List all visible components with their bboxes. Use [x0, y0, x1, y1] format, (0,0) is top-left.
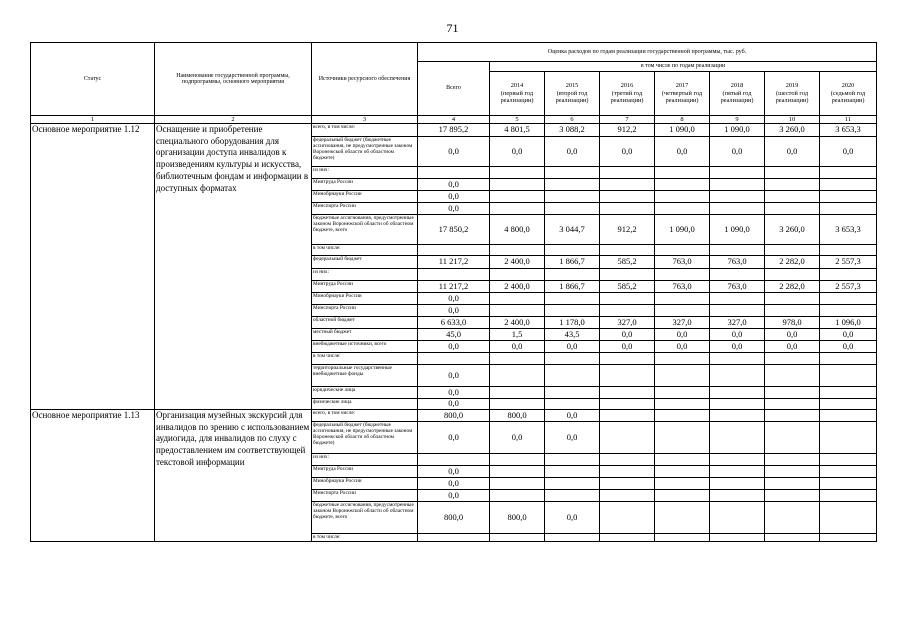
value-year: [600, 399, 655, 410]
header-year-label: 2014: [510, 81, 524, 89]
header-year-sub: (пятый год реализации): [720, 89, 754, 105]
column-number: 8: [655, 116, 710, 124]
value-year: 3 088,2: [545, 124, 600, 137]
source-cell: областной бюджет: [312, 317, 418, 329]
value-year: [765, 490, 820, 502]
value-year: [765, 534, 820, 542]
value-year: 1 096,0: [820, 317, 877, 329]
value-total: 45,0: [418, 329, 490, 341]
value-year: [765, 399, 820, 410]
block-name: Оснащение и приобретение специального оборудования для организации доступа инвалидов к произведениям культуры и искусства, библиотечным фондам и информации в доступных форматах: [155, 124, 312, 410]
value-year: [710, 179, 765, 191]
value-year: [600, 534, 655, 542]
value-year: [765, 293, 820, 305]
value-year: 2 400,0: [490, 256, 545, 269]
value-total: 11 217,2: [418, 281, 490, 293]
value-year: [490, 387, 545, 399]
value-year: [545, 478, 600, 490]
value-year: 0,0: [545, 422, 600, 454]
value-year: [600, 245, 655, 256]
value-year: [600, 269, 655, 281]
value-year: [820, 305, 877, 317]
value-year: [545, 466, 600, 478]
value-year: 1 866,7: [545, 281, 600, 293]
value-year: [600, 305, 655, 317]
value-year: [600, 191, 655, 203]
header-total: Всего: [418, 62, 490, 116]
value-year: 1,5: [490, 329, 545, 341]
header-year-2015: [545, 72, 600, 116]
value-year: [820, 387, 877, 399]
value-year: [490, 534, 545, 542]
value-year: [710, 466, 765, 478]
value-year: 0,0: [545, 410, 600, 422]
value-year: [545, 454, 600, 466]
value-year: [710, 269, 765, 281]
source-cell: из них:: [312, 454, 418, 466]
source-cell: местный бюджет: [312, 329, 418, 341]
source-cell: внебюджетные источники, всего: [312, 341, 418, 353]
value-year: 0,0: [655, 137, 710, 167]
value-year: [710, 365, 765, 387]
source-cell: федеральный бюджет (бюджетные ассигнования, не предусмотренные законом Воронежской области об областном бюджете): [312, 422, 418, 454]
value-year: [655, 353, 710, 365]
header-by-years: в том числе по годам реализации: [490, 62, 877, 72]
column-number: 3: [312, 116, 418, 124]
value-year: [820, 490, 877, 502]
value-total: 800,0: [418, 502, 490, 534]
value-year: 2 282,0: [765, 256, 820, 269]
budget-table: [30, 42, 877, 542]
value-year: [765, 245, 820, 256]
value-year: [765, 466, 820, 478]
value-total: 0,0: [418, 341, 490, 353]
value-year: 2 282,0: [765, 281, 820, 293]
source-cell: федеральный бюджет: [312, 256, 418, 269]
value-total: 0,0: [418, 422, 490, 454]
value-year: 0,0: [490, 137, 545, 167]
value-year: 0,0: [820, 329, 877, 341]
value-year: 0,0: [710, 341, 765, 353]
value-year: [820, 269, 877, 281]
value-year: [545, 353, 600, 365]
value-year: [710, 305, 765, 317]
page-number: 71: [446, 21, 459, 35]
value-year: 800,0: [490, 410, 545, 422]
value-year: [820, 454, 877, 466]
value-year: [490, 269, 545, 281]
value-total: 6 633,0: [418, 317, 490, 329]
value-year: [820, 410, 877, 422]
column-number: 2: [155, 116, 312, 124]
value-year: 0,0: [545, 502, 600, 534]
value-total: 0,0: [418, 203, 490, 215]
value-year: 3 653,3: [820, 124, 877, 137]
source-cell: Минобрнауки России: [312, 293, 418, 305]
value-year: [765, 365, 820, 387]
column-number: 11: [820, 116, 877, 124]
value-year: 3 260,0: [765, 124, 820, 137]
value-year: [545, 534, 600, 542]
value-total: 17 850,2: [418, 215, 490, 245]
value-year: [655, 191, 710, 203]
value-year: [765, 167, 820, 179]
value-year: [545, 203, 600, 215]
value-year: [655, 167, 710, 179]
source-cell: Минтруда России: [312, 466, 418, 478]
value-year: [545, 191, 600, 203]
value-year: [655, 269, 710, 281]
value-year: 0,0: [545, 341, 600, 353]
value-year: [820, 179, 877, 191]
value-total: 800,0: [418, 410, 490, 422]
header-year-2016: [600, 72, 655, 116]
value-year: [600, 502, 655, 534]
value-year: 1 090,0: [655, 124, 710, 137]
value-year: 0,0: [490, 341, 545, 353]
value-year: 2 557,3: [820, 256, 877, 269]
value-year: [765, 387, 820, 399]
value-year: [710, 167, 765, 179]
value-year: [545, 305, 600, 317]
value-year: 0,0: [820, 341, 877, 353]
value-total: 0,0: [418, 191, 490, 203]
value-year: 327,0: [600, 317, 655, 329]
value-year: 43,5: [545, 329, 600, 341]
value-year: [820, 203, 877, 215]
value-year: [820, 466, 877, 478]
value-year: [710, 293, 765, 305]
value-year: 0,0: [710, 329, 765, 341]
value-year: 4 801,5: [490, 124, 545, 137]
value-year: [765, 454, 820, 466]
value-year: [490, 167, 545, 179]
source-cell: Минобрнауки России: [312, 478, 418, 490]
column-number: 10: [765, 116, 820, 124]
value-year: 0,0: [710, 137, 765, 167]
header-year-sub: (второй год реализации): [555, 89, 589, 105]
value-year: [545, 365, 600, 387]
value-total: 0,0: [418, 399, 490, 410]
value-year: 763,0: [710, 256, 765, 269]
value-year: 0,0: [655, 329, 710, 341]
value-year: [600, 353, 655, 365]
value-year: [655, 534, 710, 542]
value-year: [710, 502, 765, 534]
source-cell: федеральный бюджет (бюджетные ассигнования, не предусмотренные законом Воронежской области об областном бюджете): [312, 137, 418, 167]
value-total: 0,0: [418, 179, 490, 191]
value-year: [765, 269, 820, 281]
value-year: 0,0: [765, 137, 820, 167]
source-cell: в том числе:: [312, 245, 418, 256]
source-cell: Минобрнауки России: [312, 191, 418, 203]
value-year: [765, 191, 820, 203]
value-year: 585,2: [600, 256, 655, 269]
header-year-sub: (первый год реализации): [500, 89, 534, 105]
value-year: [820, 167, 877, 179]
value-year: 4 800,0: [490, 215, 545, 245]
value-year: [710, 353, 765, 365]
value-year: [545, 179, 600, 191]
header-year-label: 2015: [565, 81, 579, 89]
value-year: [600, 203, 655, 215]
value-year: [490, 454, 545, 466]
block-status: Основное мероприятие 1.13: [31, 410, 155, 542]
value-year: [490, 203, 545, 215]
value-total: 0,0: [418, 490, 490, 502]
value-year: 763,0: [710, 281, 765, 293]
value-year: 0,0: [765, 341, 820, 353]
value-year: [545, 167, 600, 179]
source-cell: бюджетные ассигнования, предусмотренные законом Воронежской области об областном бюджете, всего: [312, 215, 418, 245]
header-status: Статус: [31, 43, 155, 116]
value-year: [490, 191, 545, 203]
value-year: [710, 399, 765, 410]
value-year: [820, 422, 877, 454]
value-year: [820, 399, 877, 410]
value-year: [655, 502, 710, 534]
header-year-label: 2020: [841, 81, 855, 89]
source-cell: Минспорта России: [312, 490, 418, 502]
value-total: [418, 454, 490, 466]
block-status: Основное мероприятие 1.12: [31, 124, 155, 410]
header-year-2018: [710, 72, 765, 116]
value-year: [490, 179, 545, 191]
value-year: 1 090,0: [710, 124, 765, 137]
value-year: [490, 399, 545, 410]
value-year: [820, 293, 877, 305]
source-cell: в том числе:: [312, 534, 418, 542]
value-year: 0,0: [600, 329, 655, 341]
value-year: [490, 478, 545, 490]
value-year: 585,2: [600, 281, 655, 293]
value-total: [418, 269, 490, 281]
value-total: [418, 167, 490, 179]
source-cell: из них:: [312, 269, 418, 281]
value-year: [765, 410, 820, 422]
value-total: [418, 353, 490, 365]
value-year: [490, 466, 545, 478]
value-year: 0,0: [820, 137, 877, 167]
value-year: 1 090,0: [655, 215, 710, 245]
value-year: [820, 478, 877, 490]
header-estimate: Оценка расходов по годам реализации государственной программы, тыс. руб.: [418, 43, 877, 62]
value-year: [545, 387, 600, 399]
value-year: 2 557,3: [820, 281, 877, 293]
value-year: [600, 167, 655, 179]
value-year: 912,2: [600, 215, 655, 245]
value-year: [710, 478, 765, 490]
column-number: 9: [710, 116, 765, 124]
header-year-label: 2016: [620, 81, 634, 89]
value-year: 0,0: [765, 329, 820, 341]
value-year: [545, 269, 600, 281]
header-year-2019: [765, 72, 820, 116]
value-year: [820, 245, 877, 256]
source-cell: из них:: [312, 167, 418, 179]
value-year: [710, 454, 765, 466]
source-cell: физические лица: [312, 399, 418, 410]
value-total: 0,0: [418, 293, 490, 305]
value-total: 11 217,2: [418, 256, 490, 269]
value-year: [600, 293, 655, 305]
value-year: [490, 365, 545, 387]
value-year: [655, 478, 710, 490]
value-year: 3 653,3: [820, 215, 877, 245]
value-year: 2 400,0: [490, 317, 545, 329]
value-year: 763,0: [655, 256, 710, 269]
value-year: [710, 203, 765, 215]
value-year: [600, 490, 655, 502]
table-row: [31, 410, 877, 422]
source-cell: Минтруда России: [312, 281, 418, 293]
value-year: [655, 399, 710, 410]
value-year: [655, 410, 710, 422]
value-total: 0,0: [418, 137, 490, 167]
source-cell: территориальные государственные внебюджетные фонды: [312, 365, 418, 387]
header-year-sub: (четвертый год реализации): [661, 89, 703, 105]
value-year: 912,2: [600, 124, 655, 137]
value-year: [655, 422, 710, 454]
value-year: 2 400,0: [490, 281, 545, 293]
value-total: 0,0: [418, 478, 490, 490]
value-year: [820, 502, 877, 534]
value-year: [710, 410, 765, 422]
value-year: 0,0: [490, 422, 545, 454]
value-year: [600, 466, 655, 478]
value-year: [600, 387, 655, 399]
value-year: [765, 305, 820, 317]
value-year: 800,0: [490, 502, 545, 534]
source-cell: Минспорта России: [312, 305, 418, 317]
value-year: [490, 293, 545, 305]
value-year: [710, 534, 765, 542]
value-year: [490, 353, 545, 365]
column-number: 1: [31, 116, 155, 124]
value-year: [655, 203, 710, 215]
value-year: [545, 245, 600, 256]
value-year: [545, 293, 600, 305]
source-cell: всего, в том числе:: [312, 124, 418, 137]
value-total: 0,0: [418, 365, 490, 387]
value-year: [765, 353, 820, 365]
header-year-label: 2019: [785, 81, 799, 89]
value-year: [655, 466, 710, 478]
value-year: 1 090,0: [710, 215, 765, 245]
value-year: [710, 387, 765, 399]
value-year: 3 044,7: [545, 215, 600, 245]
value-year: 1 178,0: [545, 317, 600, 329]
header-year-2014: [490, 72, 545, 116]
value-year: [545, 490, 600, 502]
value-year: [820, 353, 877, 365]
value-year: 327,0: [710, 317, 765, 329]
column-number: 6: [545, 116, 600, 124]
value-total: 0,0: [418, 305, 490, 317]
value-year: [490, 490, 545, 502]
value-year: [655, 365, 710, 387]
value-year: [600, 410, 655, 422]
value-year: [490, 305, 545, 317]
source-cell: в том числе:: [312, 353, 418, 365]
value-year: 0,0: [600, 341, 655, 353]
value-year: 763,0: [655, 281, 710, 293]
value-total: 0,0: [418, 466, 490, 478]
header-year-sub: (седьмой год реализации): [830, 89, 866, 105]
header-year-sub: (шестой год реализации): [775, 89, 809, 105]
value-total: [418, 245, 490, 256]
value-year: [710, 191, 765, 203]
value-year: [655, 245, 710, 256]
block-name: Организация музейных экскурсий для инвалидов по зрению с использованием аудиогида, для инвалидов по слуху с предоставлением им соответствующей текстовой информации: [155, 410, 312, 542]
header-year-label: 2018: [730, 81, 744, 89]
value-total: [418, 534, 490, 542]
value-year: [765, 502, 820, 534]
source-cell: Минспорта России: [312, 203, 418, 215]
value-year: [820, 534, 877, 542]
column-number: 5: [490, 116, 545, 124]
source-cell: Минтруда России: [312, 179, 418, 191]
value-year: [820, 365, 877, 387]
value-year: 3 260,0: [765, 215, 820, 245]
value-total: 17 895,2: [418, 124, 490, 137]
value-year: [655, 490, 710, 502]
value-year: 0,0: [655, 341, 710, 353]
header-year-sub: (третий год реализации): [610, 89, 644, 105]
table-row: [31, 124, 877, 137]
column-number: 4: [418, 116, 490, 124]
source-cell: юридические лица: [312, 387, 418, 399]
value-year: 1 866,7: [545, 256, 600, 269]
value-year: [545, 399, 600, 410]
value-year: [655, 179, 710, 191]
value-year: [765, 422, 820, 454]
source-cell: всего, в том числе:: [312, 410, 418, 422]
value-year: [820, 191, 877, 203]
value-year: 978,0: [765, 317, 820, 329]
value-year: [765, 203, 820, 215]
value-year: [655, 305, 710, 317]
value-year: [600, 179, 655, 191]
value-year: [710, 245, 765, 256]
value-year: [765, 478, 820, 490]
header-year-label: 2017: [675, 81, 689, 89]
value-year: [710, 490, 765, 502]
source-cell: бюджетные ассигнования, предусмотренные законом Воронежской области об областном бюджете, всего: [312, 502, 418, 534]
header-name: Наименование государственной программы, подпрограммы, основного мероприятия: [155, 43, 312, 116]
value-year: [600, 454, 655, 466]
value-year: [710, 422, 765, 454]
value-year: 0,0: [545, 137, 600, 167]
header-source: Источники ресурсного обеспечения: [312, 43, 418, 116]
value-year: [600, 422, 655, 454]
value-year: 327,0: [655, 317, 710, 329]
value-year: [765, 179, 820, 191]
value-year: 0,0: [600, 137, 655, 167]
value-year: [600, 365, 655, 387]
value-year: [655, 454, 710, 466]
header-year-2017: [655, 72, 710, 116]
value-year: [490, 245, 545, 256]
value-total: 0,0: [418, 387, 490, 399]
header-year-2020: [820, 72, 877, 116]
value-year: [655, 387, 710, 399]
value-year: [655, 293, 710, 305]
column-number: 7: [600, 116, 655, 124]
value-year: [600, 478, 655, 490]
